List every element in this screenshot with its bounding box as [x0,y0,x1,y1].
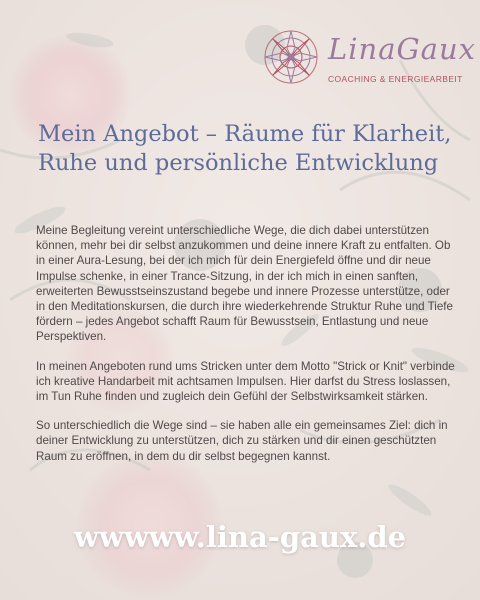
brand-logo [262,28,476,92]
paragraph-goal: So unterschiedlich die Wege sind – sie haben alle ein gemeinsames Ziel: dich in deiner Entwicklung zu unterstützen, dich zu stärken und dir einen geschützten Raum zu eröffnen, in dem du dir selbst begegnen kannst. [36,419,448,463]
body-text [36,223,456,478]
paragraph-intro: Meine Begleitung vereint unterschiedliche Wege, die dich dabei unterstützen können, mehr bei dir selbst anzukommen und deine innere Kraft zu entfalten. Ob in einer Aura-Lesung, bei der ich mich für dein Energiefeld öffne und dir neue Impulse schenke, in einer Trance-Sitzung, in der ich mich in einen sanften, erweiterten Bewusstseinszustand begebe und innere Prozesse unterstütze, oder in den Meditationskursen, die durch ihre wiederkehrende Struktur Ruhe und Tiefe fördern – jedes Angebot schafft Raum für Bewusstsein, Entlastung und neue Perspektiven. [36,224,453,344]
brand-tagline: COACHING & ENERGIEARBEIT [328,74,463,84]
brand-name: LinaGaux [328,32,476,66]
page-headline: Mein Angebot – Räume für Klarheit, Ruhe und persönliche Entwicklung [38,121,452,176]
mandala-logo-icon [262,28,320,86]
paragraph-knitting: In meinen Angeboten rund ums Stricken unter dem Motto "Strick or Knit" verbinde ich kreative Handarbeit mit achtsamen Impulsen. Hier darfst du Stress loslassen, im Tun Ruhe finden und zugleich dein Gefühl der Selbstwirksamkeit stärken. [36,359,455,404]
website-url: wwwww.lina-gaux.de [73,520,407,554]
